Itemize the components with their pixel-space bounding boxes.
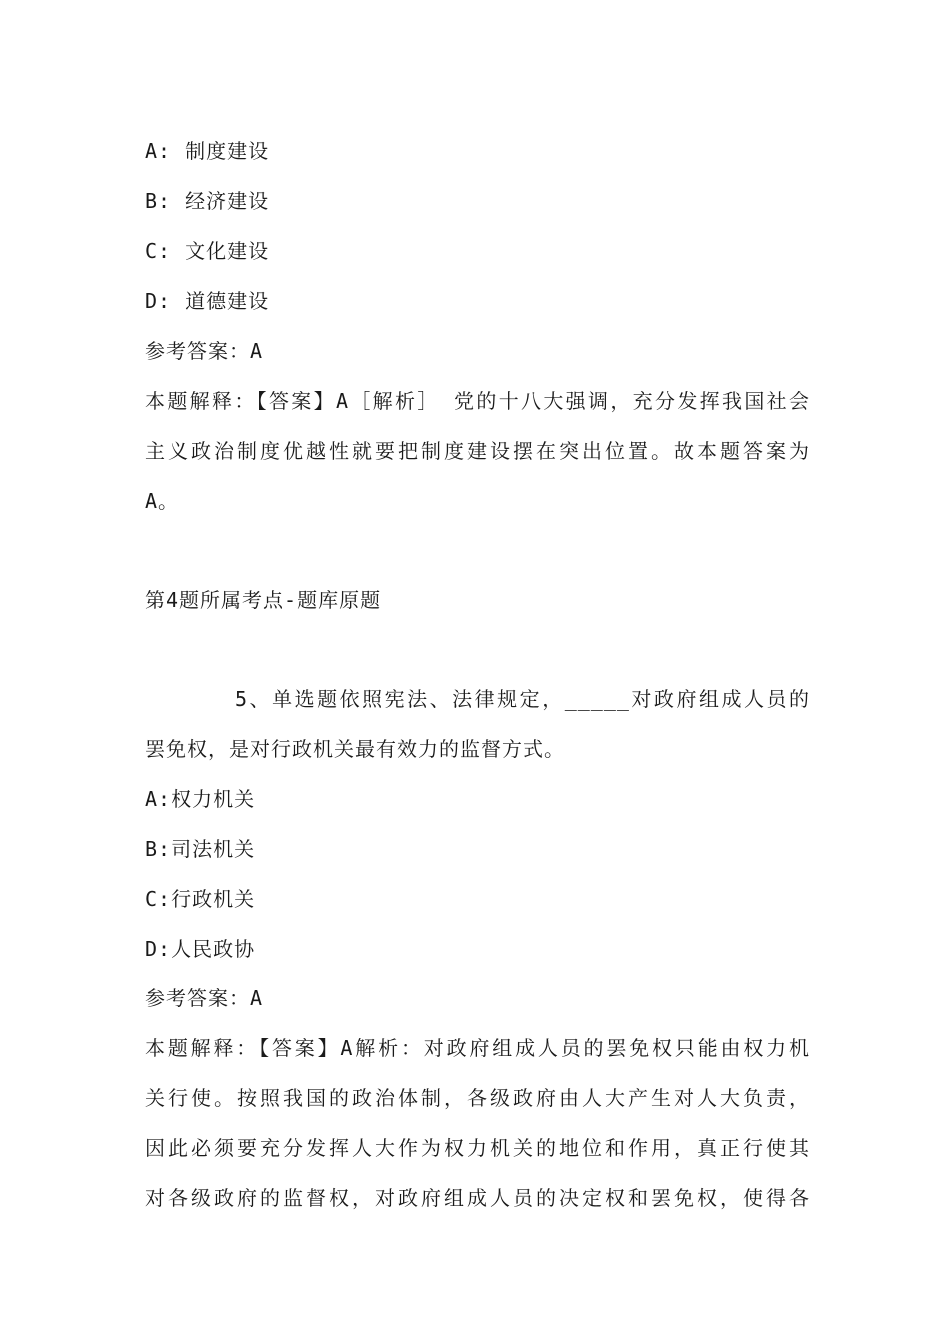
q5-option-d-text: 人民政协 [171,937,256,961]
q4-option-d-letter: D: [145,289,172,313]
q5-explanation-line-4: 对各级政府的监督权，对政府组成人员的决定权和罢免权，使得各 [145,1186,810,1210]
q5-option-d [145,935,810,963]
q5-option-a-text: 权力机关 [171,787,256,811]
q4-option-a-text: 制度建设 [185,139,270,163]
q5-option-c-text: 行政机关 [171,887,256,911]
q4-option-b-text: 经济建设 [185,189,270,213]
q5-explanation-line-1: 本题解释：【答案】A解析：对政府组成人员的罢免权只能由权力机 [145,1036,810,1060]
q5-answer: 参考答案：A [145,986,264,1010]
q5-option-d-letter: D: [145,937,172,961]
q5-explanation-line-2: 关行使。按照我国的政治体制，各级政府由人大产生对人大负责， [145,1086,810,1110]
q4-option-a [145,137,810,165]
q5-option-c [145,885,810,913]
q4-explanation-line-2: 主义政治制度优越性就要把制度建设摆在突出位置。故本题答案为 [145,439,810,463]
q5-stem-line-1: 5、单选题依照宪法、法律规定，_____对政府组成人员的 [235,687,810,711]
q4-option-b-letter: B: [145,189,172,213]
q4-explanation-line-1: 本题解释：【答案】A［解析］ 党的十八大强调，充分发挥我国社会 [145,389,810,413]
q5-option-c-letter: C: [145,887,172,911]
q4-explanation-line-3: A。 [145,489,180,513]
q5-option-b-text: 司法机关 [171,837,256,861]
q5-stem-line-2: 罢免权，是对行政机关最有效力的监督方式。 [145,737,565,761]
q4-option-d-text: 道德建设 [185,289,270,313]
q5-option-a [145,785,810,813]
q4-option-c-text: 文化建设 [185,239,270,263]
q5-option-a-letter: A: [145,787,172,811]
q4-topic: 第4题所属考点-题库原题 [145,588,382,612]
q4-option-a-letter: A: [145,139,172,163]
q4-option-d [145,287,810,315]
q4-option-c [145,237,810,265]
q5-explanation-line-3: 因此必须要充分发挥人大作为权力机关的地位和作用，真正行使其 [145,1136,810,1160]
q4-option-c-letter: C: [145,239,172,263]
q5-option-b-letter: B: [145,837,172,861]
q4-option-b [145,187,810,215]
q5-option-b [145,835,810,863]
q4-answer: 参考答案：A [145,339,264,363]
